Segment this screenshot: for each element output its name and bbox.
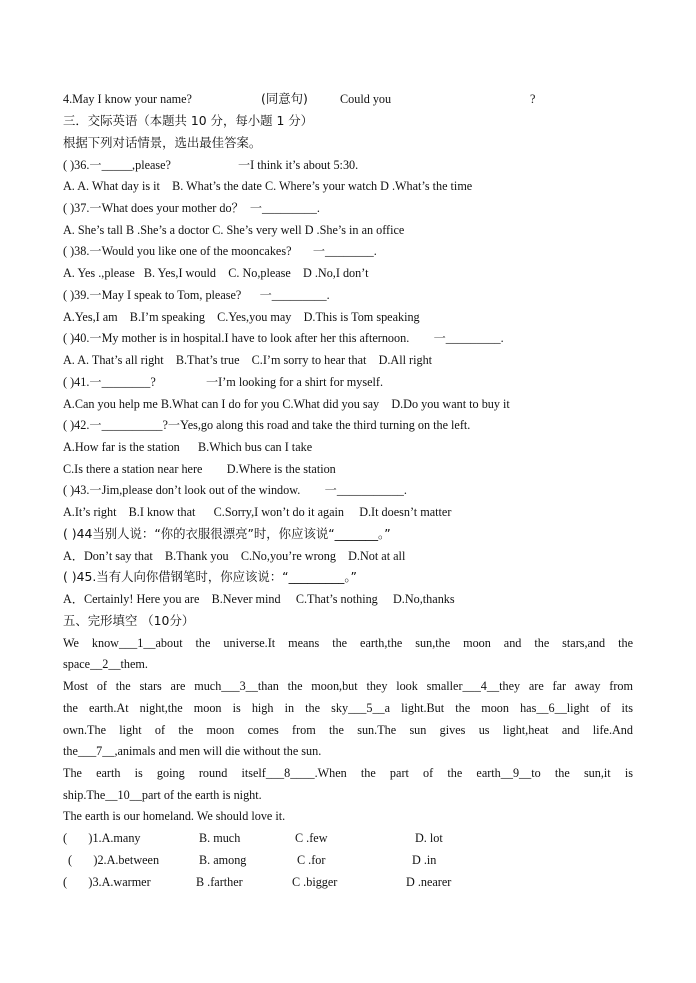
q39-options: A.Yes,I am B.I’m speaking C.Yes,you may D.This is Tom speaking bbox=[63, 310, 420, 324]
q38-question: ( )38.一Would you like one of the mooncakes? 一________. bbox=[63, 244, 377, 258]
q37-options: A. She’s tall B .She’s a doctor C. She’s very well D .She’s in an office bbox=[63, 223, 405, 237]
option-3-a: ( )3.A.warmer bbox=[63, 875, 151, 889]
passage-line: the earth.At night,the moon is high in the sky___5__a light.But the moon has__6__light of its bbox=[63, 701, 633, 715]
q44-options: A．Don’t say that B.Thank you C.No,you’re wrong D.Not at all bbox=[63, 549, 406, 563]
option-2-b: B. among bbox=[199, 853, 247, 867]
q40-options: A. A. That’s all right B.That’s true C.I’m sorry to hear that D.All right bbox=[63, 353, 433, 367]
option-1-b: B. much bbox=[199, 831, 241, 845]
q36-options: A. A. What day is it B. What’s the date C. Where’s your watch D .What’s the time bbox=[63, 179, 473, 193]
option-2-c: C .for bbox=[297, 853, 326, 867]
section3-title: 三．交际英语（本题共 10 分，每小题 1 分） bbox=[63, 113, 314, 128]
option-2-a: ( )2.A.between bbox=[68, 853, 160, 867]
q36-reply: 一I think it’s about 5:30. bbox=[238, 158, 359, 172]
q42-options-ab: A.How far is the station B.Which bus can I take bbox=[63, 440, 313, 454]
q42-question: ( )42.一__________?一Yes,go along this road and take the third turning on the left. bbox=[63, 418, 471, 432]
q41-options: A.Can you help me B.What can I do for you C.What did you say D.Do you want to buy it bbox=[63, 397, 510, 411]
q4-end: ? bbox=[530, 92, 536, 106]
option-1-c: C .few bbox=[295, 831, 328, 845]
q4-note: (同意句) bbox=[261, 91, 308, 106]
q39-question: ( )39.一May I speak to Tom, please? 一_________. bbox=[63, 288, 330, 302]
section3-instruction: 根据下列对话情景，选出最佳答案。 bbox=[63, 135, 262, 150]
section5-title: 五、完形填空 （10分） bbox=[63, 613, 195, 628]
q37-question: ( )37.一What does your mother do？ 一_________. bbox=[63, 201, 320, 215]
option-1-a: ( )1.A.many bbox=[63, 831, 141, 845]
passage-line: the___7__,animals and men will die without the sun. bbox=[63, 744, 322, 758]
q45-question: ( )45.当有人向你借钢笔时，你应该说：“_________。” bbox=[63, 569, 357, 584]
q40-question: ( )40.一My mother is in hospital.I have to look after her this afternoon. 一_________. bbox=[63, 331, 504, 345]
q43-question: ( )43.一Jim,please don’t look out of the window. 一___________. bbox=[63, 483, 407, 497]
q4-start: Could you bbox=[340, 92, 392, 106]
q42-options-cd: C.Is there a station near here D.Where is the station bbox=[63, 462, 336, 476]
passage-line: The earth is going round itself___8____.When the part of the earth__9__to the sun,it is bbox=[63, 766, 633, 780]
q38-options: A. Yes .,please B. Yes,I would C. No,please D .No,I don’t bbox=[63, 266, 369, 280]
q43-options: A.It’s right B.I know that C.Sorry,I won’t do it again D.It doesn’t matter bbox=[63, 505, 452, 519]
passage-line: ship.The__10__part of the earth is night. bbox=[63, 788, 262, 802]
q45-options: A．Certainly! Here you are B.Never mind C.That’s nothing D.No,thanks bbox=[63, 592, 455, 606]
option-2-d: D .in bbox=[412, 853, 437, 867]
q41-reply: 一I’m looking for a shirt for myself. bbox=[206, 375, 384, 389]
passage-line: We know___1__about the universe.It means the earth,the sun,the moon and the stars,and the bbox=[63, 636, 633, 650]
option-1-d: D. lot bbox=[415, 831, 443, 845]
option-3-d: D .nearer bbox=[406, 875, 452, 889]
q44-question: ( )44当别人说：“你的衣服很漂亮”时，你应该说“_______。” bbox=[63, 526, 391, 541]
passage-line: space__2__them. bbox=[63, 657, 148, 671]
q41-question: ( )41.一________? bbox=[63, 375, 156, 389]
option-3-c: C .bigger bbox=[292, 875, 338, 889]
option-3-b: B .farther bbox=[196, 875, 243, 889]
passage-line: Most of the stars are much___3__than the moon,but they look smaller___4__they are far away from bbox=[63, 679, 633, 693]
q36-question: ( )36.一_____,please? bbox=[63, 158, 171, 172]
passage-line: The earth is our homeland. We should love it. bbox=[63, 809, 286, 823]
q4-prompt: 4.May I know your name? bbox=[63, 92, 192, 106]
passage-line: own.The light of the moon comes from the sun.The sun gives us light,heat and life.And bbox=[63, 723, 633, 737]
